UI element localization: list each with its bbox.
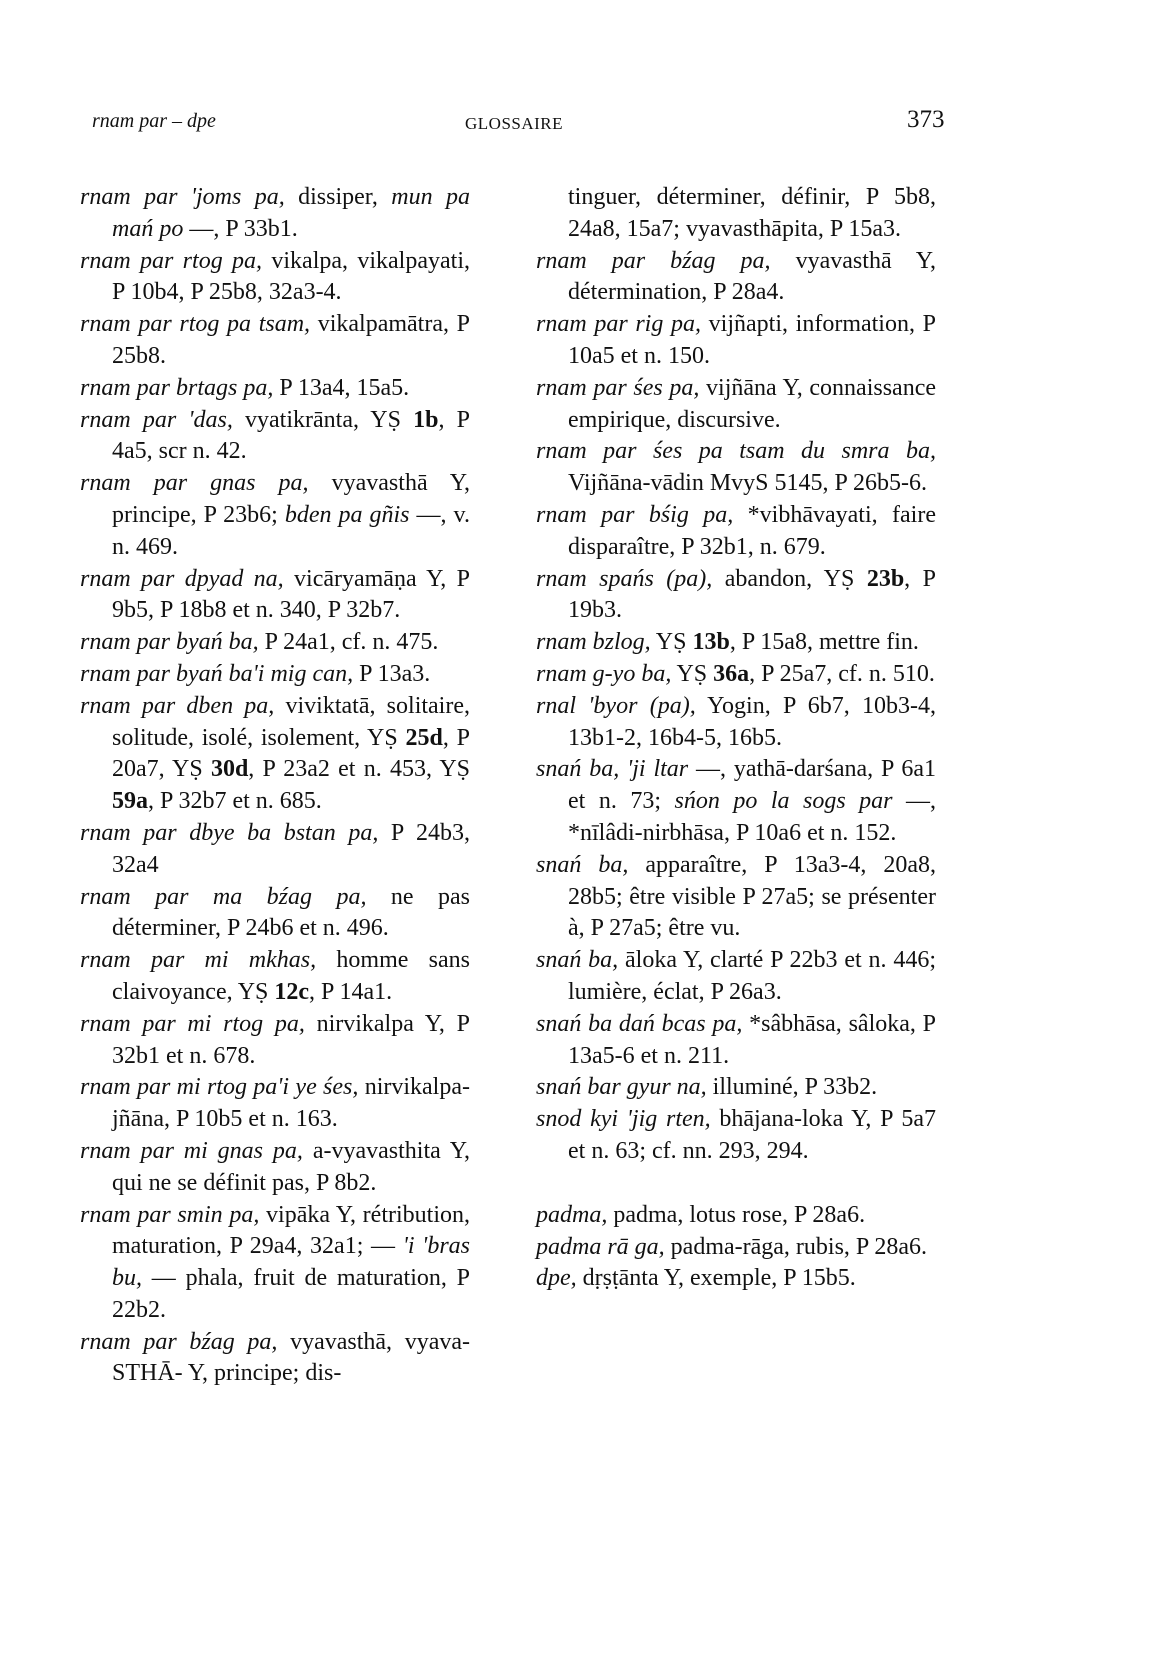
entry-ref-bold: 1b <box>413 406 439 433</box>
entry-text: —, P 33b1. <box>183 215 298 242</box>
glossary-entry <box>536 1200 936 1232</box>
entry-term: rnam par mi rtog pa'i ye śes, <box>80 1074 359 1101</box>
glossary-entry <box>536 1232 936 1264</box>
entry-text: tinguer, déterminer, définir, P 5b8, 24a8, 15a7; vyavasthāpita, P 15a3. <box>568 184 936 242</box>
entry-text: *sâbhāsa, sâloka, P 13a5-6 et n. 211. <box>568 1010 936 1069</box>
entry-text: nirvikalpa-jñāna, P 10b5 et n. 163. <box>112 1074 470 1133</box>
entry-text: P 24b3, 32a4 <box>112 819 470 878</box>
entry-term: rnam par dpyad na, <box>80 565 284 592</box>
entry-ref-bold: 36a <box>713 660 750 687</box>
entry-term: rnam par byań ba'i mig can, <box>80 660 354 687</box>
entry-term: rnam par mi mkhas, <box>80 947 317 974</box>
glossary-entry <box>536 246 936 310</box>
glossary-entry <box>536 500 936 564</box>
entry-ref-bold: 30d <box>210 756 249 783</box>
glossary-entry <box>536 691 936 755</box>
entry-text: , P 15a8, mettre fin. <box>729 629 919 656</box>
glossary-entry <box>80 627 470 659</box>
glossary-entry <box>80 818 470 882</box>
entry-text: vyavasthā Y, principe, P 23b6; <box>112 470 471 528</box>
section-gap <box>536 1168 936 1200</box>
entry-text: padma-rāga, rubis, P 28a6. <box>664 1233 928 1260</box>
entry-text: homme sans claivoyance, YṢ <box>112 947 470 1005</box>
section-title: GLOSSAIRE <box>465 114 564 133</box>
glossary-entry <box>536 850 936 945</box>
entry-text: Yogin, P 6b7, 10b3-4, 13b1-2, 16b4-5, 16b5. <box>568 692 937 751</box>
entry-term: bden pa gñis <box>284 501 410 528</box>
entry-term: rnam par rig pa, <box>536 311 702 338</box>
entry-term: rnam par mi gnas pa, <box>80 1137 303 1164</box>
glossary-entry <box>536 1009 936 1073</box>
entry-text: —, *nīlâdi-nirbhāsa, P 10a6 et n. 152. <box>568 788 936 846</box>
entry-text: , P 14a1. <box>309 978 393 1005</box>
entry-term: padma, <box>536 1201 608 1228</box>
glossary-entry <box>536 182 936 246</box>
entry-text: —, yathā-darśana, P 6a1 et n. 73; <box>568 756 936 815</box>
entry-text: vijñapti, information, P 10a5 et n. 150. <box>568 311 936 369</box>
entry-ref-bold: 23b <box>866 565 905 592</box>
entry-term: rnam par smin pa, <box>80 1201 260 1228</box>
glossary-entry <box>536 1263 936 1295</box>
glossary-entry <box>80 691 470 818</box>
glossary-entry <box>80 659 470 691</box>
entry-term: rnam par bźag pa, <box>536 247 771 274</box>
entry-text: viviktatā, solitaire, solitude, isolé, isolement, YṢ <box>112 692 470 751</box>
page-number: 373 <box>907 106 945 133</box>
entry-term: rnam par dben pa, <box>80 692 275 719</box>
entry-ref-bold: 59a <box>112 788 148 815</box>
entry-term: snod kyi 'jig rten, <box>536 1106 711 1133</box>
entry-ref-bold: 25d <box>405 724 443 751</box>
glossary-entry <box>536 627 936 659</box>
entry-term: rnam par ma bźag pa, <box>80 883 367 910</box>
entry-text: ne pas déterminer, P 24b6 et n. 496. <box>112 883 470 942</box>
entry-term: padma rā ga, <box>536 1233 665 1260</box>
entry-term: rnam par dbye ba bstan pa, <box>80 819 379 846</box>
glossary-entry <box>80 564 470 628</box>
entry-term: mun pa mań po <box>112 184 470 242</box>
entry-term: rnam par 'joms pa, <box>80 184 285 210</box>
entry-text: āloka Y, clarté P 22b3 et n. 446; lumière, éclat, P 26a3. <box>568 947 936 1005</box>
entry-term: rnam par brtags pa, <box>80 374 274 401</box>
entry-text: , P 25a7, cf. n. 510. <box>749 660 935 687</box>
entry-text: , P 23a2 et n. 453, YṢ <box>248 756 470 783</box>
glossary-entry <box>536 1104 936 1168</box>
glossary-entry <box>536 564 936 628</box>
entry-term: snań ba, <box>536 947 619 974</box>
entry-text: nirvikalpa Y, P 32b1 et n. 678. <box>112 1010 470 1069</box>
entry-text: vipāka Y, rétribution, maturation, P 29a4, 32a1; — <box>112 1201 470 1260</box>
glossary-entry <box>80 246 470 310</box>
entry-term: rnam par rtog pa, <box>80 247 263 274</box>
entry-term: rnal 'byor (pa), <box>536 692 696 719</box>
entry-term: rnam par rtog pa tsam, <box>80 311 311 338</box>
entry-text: , P 20a7, YṢ <box>112 724 470 783</box>
glossary-entry <box>80 882 470 946</box>
entry-term: rnam par śes pa, <box>536 374 700 401</box>
glossary-entry <box>80 1136 470 1200</box>
glossary-entry <box>80 309 470 373</box>
page-header <box>0 106 1170 146</box>
entry-text: YṢ <box>650 629 693 656</box>
entry-text: P 13a3. <box>353 660 431 687</box>
entry-text: abandon, YṢ <box>712 565 867 592</box>
glossary-entry <box>80 1200 470 1327</box>
entry-text: YṢ <box>671 660 714 687</box>
entry-text: , P 19b3. <box>568 565 936 624</box>
entry-term: rnam spańs (pa), <box>536 565 713 592</box>
entry-term: rnam par bśig pa, <box>536 501 734 528</box>
entry-term: rnam par gnas pa, <box>80 470 309 497</box>
glossary-entry <box>80 182 470 246</box>
entry-text: — phala, fruit de maturation, P 22b2. <box>112 1265 470 1323</box>
entry-term: rnam par śes pa tsam du smra ba, <box>536 438 936 465</box>
entry-text: a-vyavasthita Y, qui ne se définit pas, P 8b2. <box>112 1137 470 1196</box>
entry-text: , P 4a5, scr n. 42. <box>112 406 470 465</box>
entry-text: vikalpamātra, P 25b8. <box>112 311 471 369</box>
entry-text: illuminé, P 33b2. <box>706 1074 878 1101</box>
glossary-entry <box>80 373 470 405</box>
entry-text: vijñāna Y, connaissance empirique, discursive. <box>568 374 936 433</box>
entry-ref-bold: 13b <box>692 629 730 656</box>
glossary-entry <box>536 659 936 691</box>
glossary-column-right <box>536 182 936 1295</box>
entry-text: , P 32b7 et n. 685. <box>148 788 322 815</box>
glossary-entry <box>536 1072 936 1104</box>
entry-term: 'i 'bras bu, <box>112 1233 470 1292</box>
entry-ref-bold: 12c <box>274 978 310 1005</box>
glossary-entry <box>80 405 470 469</box>
glossary-entry <box>536 945 936 1009</box>
entry-term: snań bar gyur na, <box>536 1074 707 1101</box>
glossary-entry <box>80 1327 470 1391</box>
glossary-entry <box>536 754 936 849</box>
entry-term: rnam par 'das, <box>80 406 233 433</box>
entry-text: vicāryamāṇa Y, P 9b5, P 18b8 et n. 340, P 32b7. <box>112 565 470 624</box>
entry-term: snań ba, <box>536 851 629 878</box>
glossary-entry <box>80 468 470 563</box>
entry-term: rnam par bźag pa, <box>80 1328 278 1355</box>
entry-term: dpe, <box>536 1265 577 1292</box>
entry-term: sńon po la sogs par <box>674 788 893 815</box>
glossary-entry <box>536 436 936 500</box>
entry-text: dṛṣṭānta Y, exemple, P 15b5. <box>576 1265 856 1292</box>
glossary-entry <box>536 309 936 373</box>
glossary-entry <box>80 1009 470 1073</box>
entry-text: vikalpa, vikalpayati, P 10b4, P 25b8, 32a3-4. <box>112 247 470 306</box>
entry-text: —, v. n. 469. <box>112 501 470 560</box>
running-head: rnam par – dpe <box>92 110 216 132</box>
entry-text: vyavasthā, vyava-STHĀ- Y, principe; dis- <box>112 1328 471 1387</box>
entry-term: snań ba, 'ji ltar <box>536 756 689 783</box>
entry-term: rnam bzlog, <box>536 629 651 656</box>
entry-text: bhājana-loka Y, P 5a7 et n. 63; cf. nn. 293, 294. <box>568 1106 936 1164</box>
entry-text: P 13a4, 15a5. <box>273 374 410 401</box>
glossary-entry <box>80 1072 470 1136</box>
glossary-entry <box>80 945 470 1009</box>
entry-text: padma, lotus rose, P 28a6. <box>607 1201 866 1228</box>
entry-text: Vijñāna-vādin MvyS 5145, P 26b5-6. <box>568 470 927 497</box>
entry-text: dissiper, <box>284 184 392 210</box>
entry-text: *vibhāvayati, faire disparaître, P 32b1, n. 679. <box>568 501 936 560</box>
glossary-column-left <box>80 182 470 1390</box>
entry-text: apparaître, P 13a3-4, 20a8, 28b5; être visible P 27a5; se présenter à, P 27a5; être vu. <box>568 851 937 942</box>
entry-text: P 24a1, cf. n. 475. <box>258 629 439 656</box>
entry-text: vyatikrānta, YṢ <box>232 406 414 433</box>
entry-text: vyavasthā Y, détermination, P 28a4. <box>568 247 937 306</box>
entry-term: snań ba dań bcas pa, <box>536 1010 743 1037</box>
entry-term: rnam par mi rtog pa, <box>80 1010 305 1037</box>
glossary-entry <box>536 373 936 437</box>
entry-term: rnam par byań ba, <box>80 629 259 656</box>
entry-term: rnam g-yo ba, <box>536 660 672 687</box>
